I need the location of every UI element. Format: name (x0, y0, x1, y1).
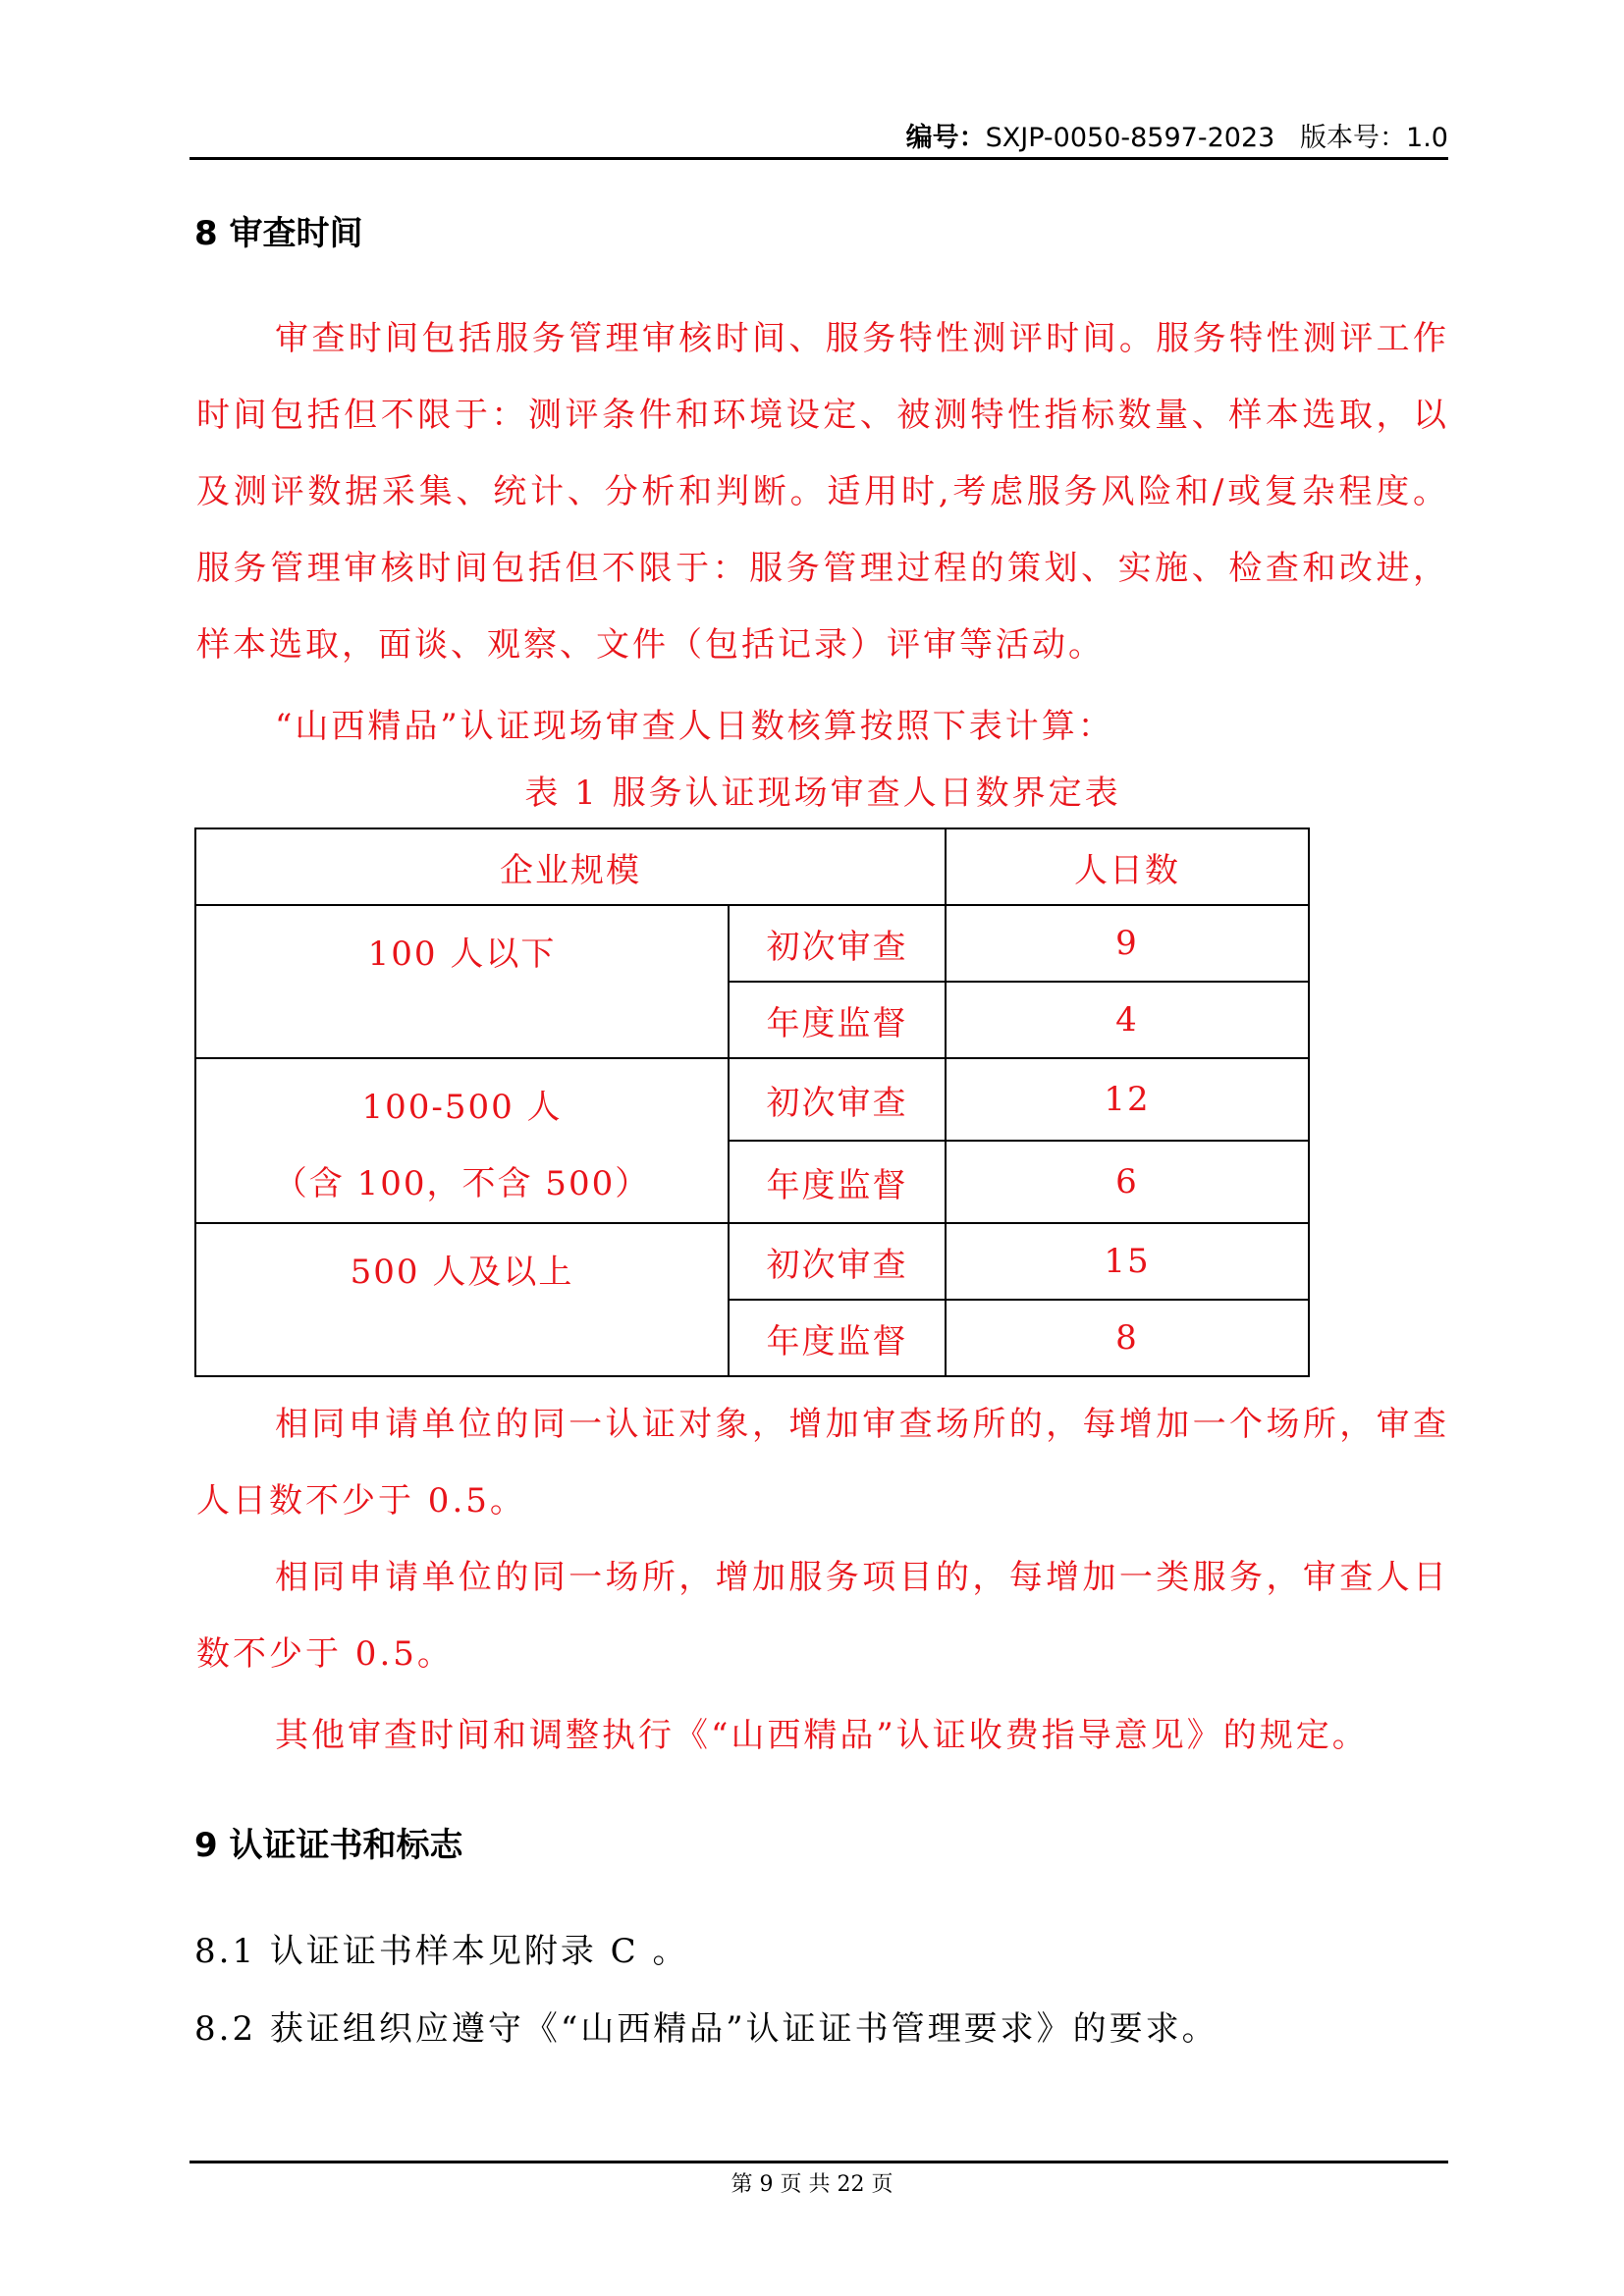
section-9-item-2: 8.2 获证组织应遵守《“山西精品”认证证书管理要求》的要求。 (194, 2009, 1218, 2049)
audit-type-cell: 初次审查 (729, 905, 946, 982)
header-days: 人日数 (946, 828, 1309, 905)
document-code: SXJP-0050-8597-2023 (985, 123, 1275, 153)
table-row (195, 1058, 1309, 1141)
audit-type-cell: 初次审查 (729, 1223, 946, 1300)
scale-line: 100 人以下 (367, 934, 557, 974)
days-cell: 15 (946, 1223, 1309, 1300)
scale-cell (195, 1223, 729, 1376)
audit-type-cell: 年度监督 (729, 1300, 946, 1376)
scale-cell (195, 1058, 729, 1223)
scale-line: 100-500 人 (361, 1088, 563, 1127)
table-caption: 表 1 服务认证现场审查人日数界定表 (524, 774, 1121, 813)
scale-line: 500 人及以上 (350, 1253, 574, 1292)
table-row (195, 1223, 1309, 1300)
days-cell: 6 (946, 1141, 1309, 1223)
table-row (195, 905, 1309, 982)
version-number: 1.0 (1406, 123, 1448, 153)
section-8-paragraph-2: “山西精品”认证现场审查人日数核算按照下表计算： (275, 707, 1114, 746)
document-header (906, 116, 1448, 154)
version-label: 版本号： (1300, 123, 1407, 153)
audit-type-cell: 年度监督 (729, 982, 946, 1058)
days-cell: 12 (946, 1058, 1309, 1141)
page-number: 第 9 页 共 22 页 (731, 2172, 893, 2197)
days-cell: 8 (946, 1300, 1309, 1376)
section-8-paragraph-3: 相同申请单位的同一认证对象，增加审查场所的，每增加一个场所，审查人日数不少于 0.5。 (196, 1405, 1449, 1521)
section-9-title: 9 认证证书和标志 (194, 1826, 463, 1865)
footer-rule (189, 2161, 1448, 2163)
header-scale: 企业规模 (195, 828, 946, 905)
days-cell: 9 (946, 905, 1309, 982)
audit-days-table (194, 828, 1310, 1377)
header-rule (189, 157, 1448, 160)
days-cell: 4 (946, 982, 1309, 1058)
section-8-title: 8 审查时间 (194, 214, 363, 253)
audit-type-cell: 初次审查 (729, 1058, 946, 1141)
scale-line: （含 100，不含 500） (273, 1164, 651, 1203)
section-9-item-1: 8.1 认证证书样本见附录 C 。 (194, 1932, 689, 1971)
section-8-paragraph-4: 相同申请单位的同一场所，增加服务项目的，每增加一类服务，审查人日数不少于 0.5。 (196, 1558, 1449, 1674)
code-label: 编号： (905, 123, 986, 153)
audit-type-cell: 年度监督 (729, 1141, 946, 1223)
table-header-row (195, 828, 1309, 905)
section-8-paragraph-5: 其他审查时间和调整执行《“山西精品”认证收费指导意见》的规定。 (275, 1716, 1369, 1755)
scale-cell (195, 905, 729, 1058)
section-8-paragraph-1: 审查时间包括服务管理审核时间、服务特性测评时间。服务特性测评工作时间包括但不限于：测评条件和环境设定、被测特性指标数量、样本选取，以及测评数据采集、统计、分析和判断。适用时,考虑服务风险和/或复杂程度。服务管理审核时间包括但不限于：服务管理过程的策划、实施、检查和改进，样本选取，面谈、观察、文件（包括记录）评审等活动。 (196, 319, 1449, 665)
